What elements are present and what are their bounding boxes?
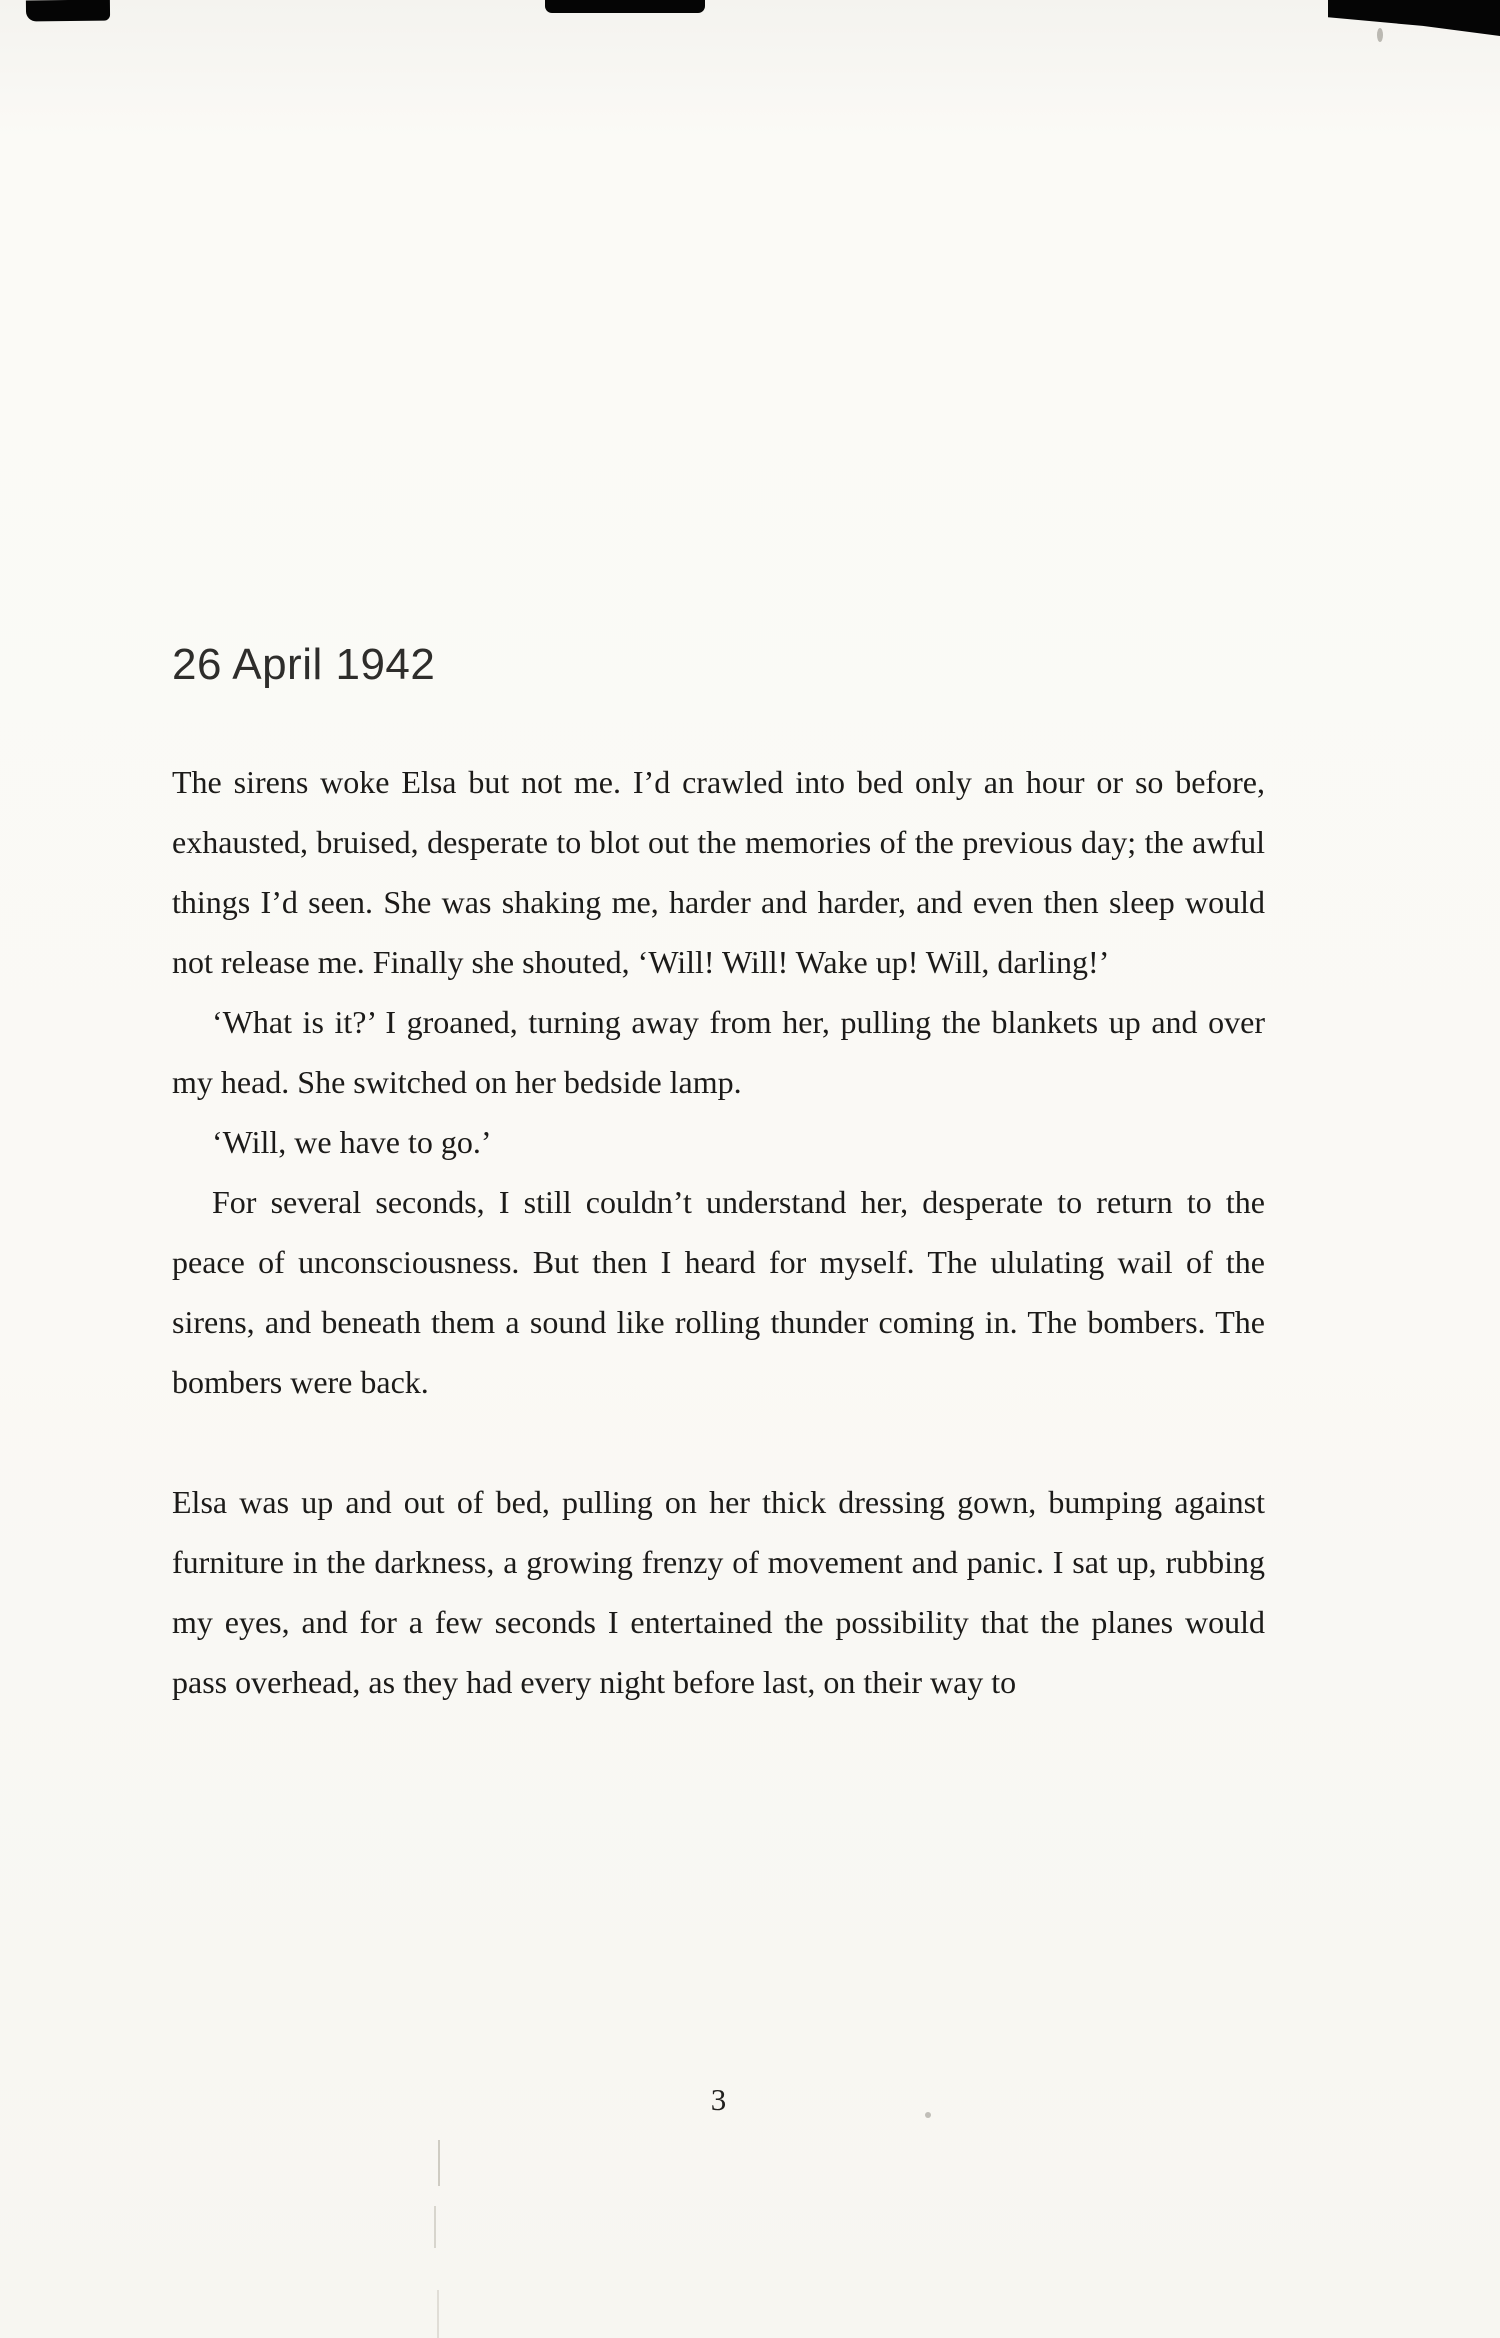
- page-body: [172, 752, 1265, 1712]
- paragraph: ‘What is it?’ I groaned, turning away from her, pulling the blankets up and over my head. She switched on her bedside lamp.: [172, 1004, 1265, 1100]
- text-column: [172, 640, 1265, 1712]
- paragraph: The sirens woke Elsa but not me. I’d crawled into bed only an hour or so before, exhausted, bruised, desperate to blot out the memories of the previous day; the awful things I’d seen. She was shaking me, harder and harder, and even then sleep would not release me. Finally she shouted, ‘Will! Will! Wake up! Will, darling!’: [172, 764, 1265, 980]
- paragraph: ‘Will, we have to go.’: [212, 1124, 492, 1160]
- paragraph: For several seconds, I still couldn’t understand her, desperate to return to the peace of unconsciousness. But then I heard for myself. The ululating wail of the sirens, and beneath them a sound like rolling thunder coming in. The bombers. The bombers were back.: [172, 1184, 1265, 1400]
- paragraph: Elsa was up and out of bed, pulling on her thick dressing gown, bumping against furniture in the darkness, a growing frenzy of movement and panic. I sat up, rubbing my eyes, and for a few seconds I entertained the possibility that the planes would pass overhead, as they had every night before last, on their way to: [172, 1484, 1265, 1700]
- page-number: 3: [710, 2082, 727, 2117]
- scan-fold-mark: [434, 2206, 436, 2248]
- scan-smudge: [1377, 28, 1383, 42]
- scan-artifact-top-middle: [545, 0, 705, 13]
- scan-fold-mark: [437, 2290, 439, 2338]
- date-heading: 26 April 1942: [172, 640, 436, 689]
- scan-artifact-top-left: [26, 0, 110, 21]
- scan-artifact-top-right: [1328, 0, 1500, 36]
- scan-fold-mark: [438, 2140, 440, 2186]
